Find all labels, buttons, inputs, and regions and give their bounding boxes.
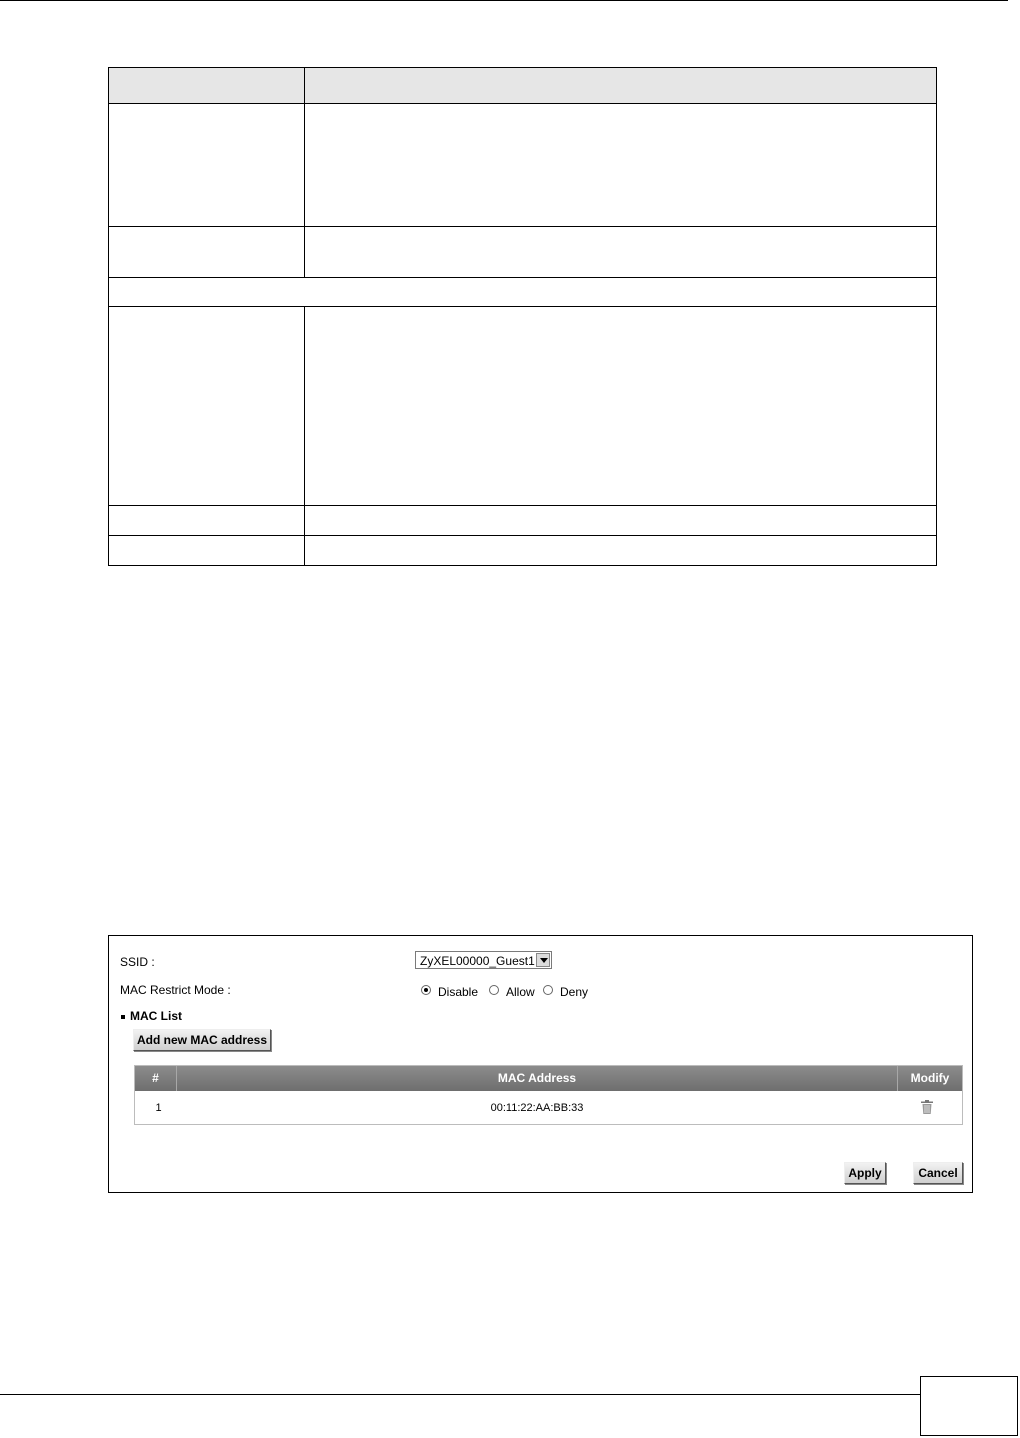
ssid-label: SSID : bbox=[120, 955, 155, 969]
radio-deny[interactable] bbox=[543, 985, 553, 995]
radio-allow-label: Allow bbox=[506, 985, 535, 999]
table-row bbox=[109, 536, 937, 566]
row-index: 1 bbox=[155, 1102, 162, 1114]
radio-disable-label: Disable bbox=[438, 985, 479, 999]
page-number-box bbox=[920, 1376, 1018, 1436]
section-bullet bbox=[121, 1015, 125, 1019]
column-header-modify: Modify bbox=[910, 1071, 950, 1085]
ssid-select[interactable] bbox=[415, 951, 552, 969]
mac-restrict-mode-label: MAC Restrict Mode : bbox=[120, 983, 231, 997]
mac-filter-screen bbox=[108, 935, 973, 1193]
radio-deny-label: Deny bbox=[560, 985, 589, 999]
row-mac-address: 00:11:22:AA:BB:33 bbox=[490, 1102, 584, 1114]
chevron-down-icon[interactable] bbox=[536, 953, 550, 967]
table-section-row bbox=[109, 278, 937, 307]
footer-rule bbox=[0, 1394, 920, 1395]
description-table bbox=[108, 67, 937, 566]
table-row bbox=[109, 227, 937, 278]
mac-list-title: MAC List bbox=[130, 1009, 182, 1023]
header-rule bbox=[0, 0, 1008, 1]
table-row bbox=[109, 104, 937, 227]
apply-button[interactable]: Apply bbox=[844, 1162, 886, 1184]
mac-list-header bbox=[135, 1066, 962, 1091]
radio-allow[interactable] bbox=[489, 985, 499, 995]
trash-icon[interactable] bbox=[921, 1100, 933, 1114]
table-header-row bbox=[109, 68, 937, 104]
table-row bbox=[109, 506, 937, 536]
add-mac-address-button[interactable]: Add new MAC address bbox=[133, 1029, 271, 1051]
ssid-select-value: ZyXEL00000_Guest1 bbox=[420, 954, 535, 968]
column-header-mac: MAC Address bbox=[497, 1071, 577, 1085]
table-row bbox=[109, 307, 937, 506]
column-header-index: # bbox=[152, 1071, 159, 1085]
cancel-button[interactable]: Cancel bbox=[913, 1162, 963, 1184]
radio-disable[interactable] bbox=[421, 985, 431, 995]
mac-list-table bbox=[134, 1065, 963, 1125]
